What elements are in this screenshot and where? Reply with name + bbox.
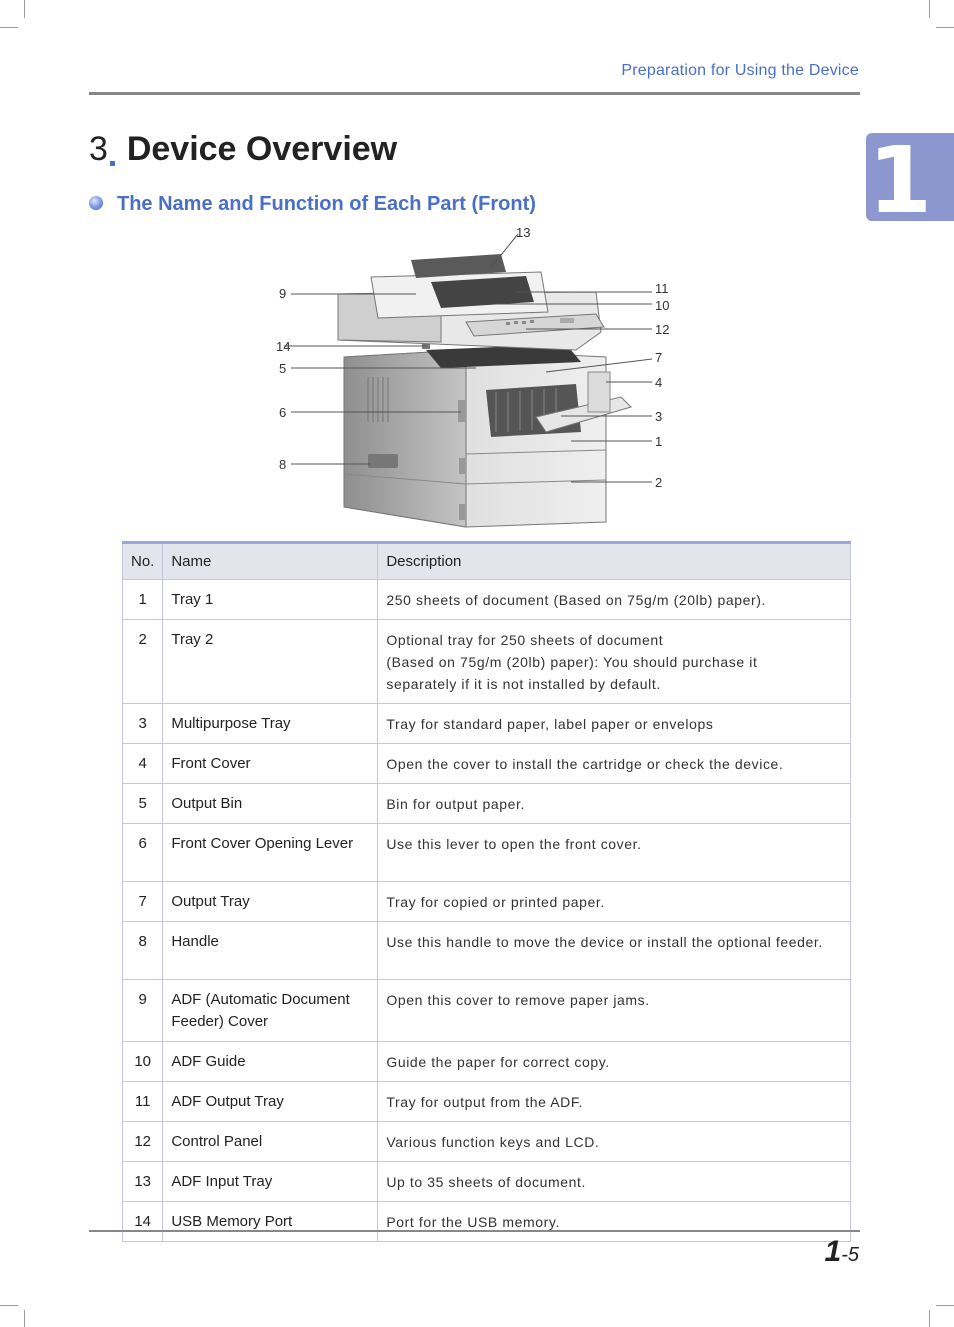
description-line: Bin for output paper.: [386, 796, 526, 812]
description-line: Up to 35 sheets of document.: [386, 1174, 587, 1190]
callout-14: 14: [276, 339, 291, 354]
cell-no: 13: [123, 1162, 163, 1202]
callout-3: 3: [655, 409, 663, 424]
page-number: [825, 1235, 859, 1269]
table-row: [123, 620, 851, 704]
cell-description: [378, 980, 851, 1042]
description-line: Port for the USB memory.: [386, 1214, 560, 1230]
cell-no: 5: [123, 784, 163, 824]
crop-mark: [929, 1310, 930, 1327]
cell-description: [378, 704, 851, 744]
bullet-icon: [89, 196, 103, 210]
cell-no: 8: [123, 922, 163, 980]
table-row: [123, 1162, 851, 1202]
cell-no: 11: [123, 1082, 163, 1122]
cell-description: [378, 744, 851, 784]
callout-5: 5: [279, 361, 287, 376]
callout-13: 13: [516, 225, 531, 240]
cell-name: ADF (Automatic Document Feeder) Cover: [163, 980, 378, 1042]
page-title-number: 3: [89, 130, 108, 168]
description-line: Tray for copied or printed paper.: [386, 894, 605, 910]
chapter-tab-number: 1: [868, 127, 933, 234]
table-row: [123, 784, 851, 824]
cell-description: [378, 580, 851, 620]
cell-description: [378, 882, 851, 922]
cell-no: 10: [123, 1042, 163, 1082]
callout-7: 7: [655, 350, 663, 365]
cell-name: Control Panel: [163, 1122, 378, 1162]
cell-name: USB Memory Port: [163, 1202, 378, 1242]
cell-description: [378, 1202, 851, 1242]
description-line: separately if it is not installed by default.: [386, 676, 661, 692]
handle-shape: [368, 454, 398, 468]
cell-name: ADF Input Tray: [163, 1162, 378, 1202]
crop-mark: [0, 1305, 18, 1306]
table-row: [123, 744, 851, 784]
table-row: [123, 824, 851, 882]
description-line: Various function keys and LCD.: [386, 1134, 600, 1150]
device-figure: [276, 222, 696, 532]
description-line: Tray for output from the ADF.: [386, 1094, 583, 1110]
callout-6: 6: [279, 405, 287, 420]
cell-description: [378, 784, 851, 824]
crop-mark: [936, 1305, 954, 1306]
cell-name: Output Bin: [163, 784, 378, 824]
description-line: (Based on 75g/m (20lb) paper): You should purchase it: [386, 654, 758, 670]
table-row: [123, 1042, 851, 1082]
cell-description: [378, 824, 851, 882]
cell-no: 1: [123, 580, 163, 620]
table-row: [123, 922, 851, 980]
crop-mark: [929, 0, 930, 18]
table-row: [123, 882, 851, 922]
description-line: Open the cover to install the cartridge or check the device.: [386, 756, 784, 772]
chapter-tab: [866, 127, 954, 234]
cell-no: 14: [123, 1202, 163, 1242]
running-header: Preparation for Using the Device: [621, 62, 859, 79]
cell-name: ADF Guide: [163, 1042, 378, 1082]
cell-description: [378, 1162, 851, 1202]
description-line: Use this lever to open the front cover.: [386, 836, 642, 852]
description-line: 250 sheets of document (Based on 75g/m (20lb) paper).: [386, 592, 767, 608]
cell-no: 7: [123, 882, 163, 922]
description-line: Guide the paper for correct copy.: [386, 1054, 610, 1070]
page-chapter-number: 1: [824, 1235, 842, 1268]
header-rule: [89, 92, 860, 95]
table-row: [123, 980, 851, 1042]
table-header-row: [123, 543, 851, 580]
footer-rule: [89, 1230, 860, 1232]
crop-mark: [936, 27, 954, 28]
title-number-dot: [110, 161, 115, 166]
cell-name: Tray 1: [163, 580, 378, 620]
cell-no: 6: [123, 824, 163, 882]
cell-no: 2: [123, 620, 163, 704]
callout-2: 2: [655, 475, 663, 490]
callout-11: 11: [655, 281, 669, 296]
cell-name: Multipurpose Tray: [163, 704, 378, 744]
table-row: [123, 1122, 851, 1162]
callout-4: 4: [655, 375, 663, 390]
cell-description: [378, 1082, 851, 1122]
crop-mark: [24, 0, 25, 18]
cell-description: [378, 1122, 851, 1162]
cell-name: Tray 2: [163, 620, 378, 704]
parts-table-body: [123, 580, 851, 1242]
column-header-no: No.: [123, 543, 163, 580]
column-header-name: Name: [163, 543, 378, 580]
page-title-text: Device Overview: [126, 130, 398, 168]
callout-1: 1: [655, 434, 663, 449]
crop-mark: [24, 1310, 25, 1327]
cell-no: 12: [123, 1122, 163, 1162]
callout-10: 10: [655, 298, 670, 313]
callout-12: 12: [655, 322, 670, 337]
column-header-description: Description: [378, 543, 851, 580]
cell-name: Handle: [163, 922, 378, 980]
cell-description: [378, 620, 851, 704]
device-illustration: [276, 222, 696, 532]
description-line: Tray for standard paper, label paper or envelops: [386, 716, 714, 732]
page-number-value: 5: [847, 1244, 859, 1266]
table-row: [123, 704, 851, 744]
description-line: Optional tray for 250 sheets of document: [386, 632, 664, 648]
section-title: The Name and Function of Each Part (Front): [117, 193, 536, 215]
page-title: [89, 130, 397, 169]
cell-name: ADF Output Tray: [163, 1082, 378, 1122]
cell-no: 3: [123, 704, 163, 744]
table-row: [123, 1202, 851, 1242]
cell-description: [378, 922, 851, 980]
cell-no: 4: [123, 744, 163, 784]
cell-name: Front Cover: [163, 744, 378, 784]
cell-description: [378, 1042, 851, 1082]
description-line: Use this handle to move the device or install the optional feeder.: [386, 934, 823, 950]
callout-8: 8: [279, 457, 287, 472]
page-separator: -: [841, 1244, 848, 1266]
table-row: [123, 580, 851, 620]
crop-mark: [0, 27, 18, 28]
description-line: Open this cover to remove paper jams.: [386, 992, 650, 1008]
cell-name: Output Tray: [163, 882, 378, 922]
callout-9: 9: [279, 286, 287, 301]
cell-name: Front Cover Opening Lever: [163, 824, 378, 882]
parts-table: [122, 541, 851, 1242]
section-heading: [89, 193, 536, 216]
table-row: [123, 1082, 851, 1122]
cell-no: 9: [123, 980, 163, 1042]
